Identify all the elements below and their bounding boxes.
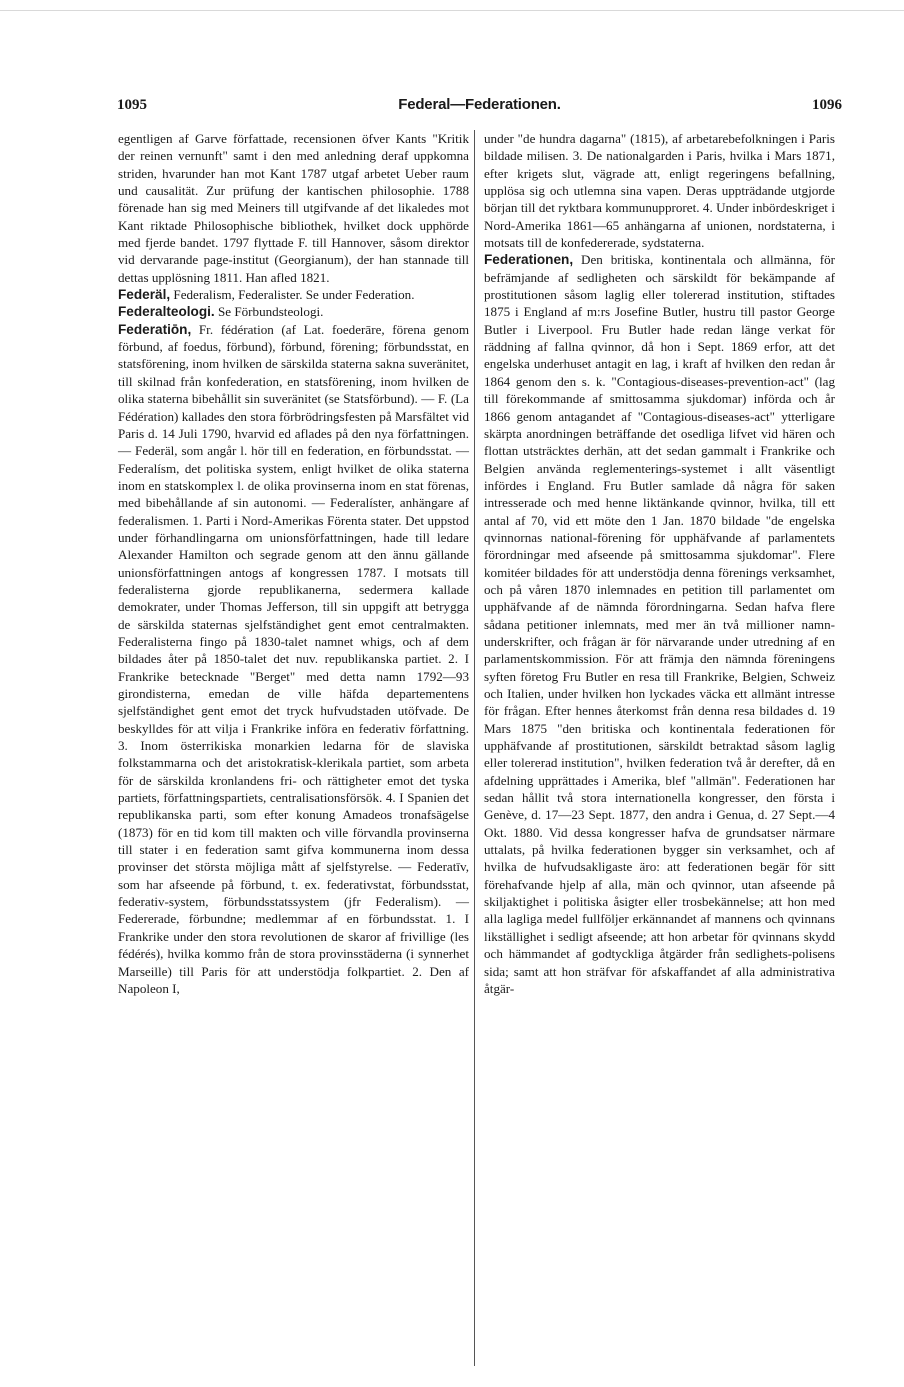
entry-text: Fr. fédération (af Lat. foederāre, förena genom förbund, af foedus, förbund), förbund, förening; förbundsstat, en statsförening, inom hvilken de särskilda staterna sakna suveränitet, till skilnad från konfederation, en statsförening, inom hvilken de olika staterna bibehållit sin suveränitet (se Statsförbund). — F. (La Fédération) kallades den stora förbrödringsfesten på Marsfältet vid Paris d. 14 Juli 1790, hvarvid ed aflades på den nya författningen. — Federäl, som angår l. hör till en federation, en förbundsstat. — Federalísm, det politiska system, enligt hvilket de olika staterna inom en statskomplex l. de olika provinserna inom en stat förenas, med bibehållande af sin autonomi. — Federalíster, anhängare af federalismen. 1. Parti i Nord-Amerikas Förenta stater. Det uppstod under förhandlingarna om unionsförfattningen, hade till ledare Alexander Hamilton och segrade genom att den ännu gällande unionsförfattningen antogs af kongressen 1787. I motsats till federalisterna gjorde republikanerna, sedermera kallade demokrater, under Thomas Jefferson, till sin uppgift att betrygga de särskilda staternas sjelfständighet gent emot centralmakten. Federalisterna fingo på 1830-talet namnet whigs, och af dem bildades åter på 1850-talet det nuv. republikanska partiet. 2. I Frankrike betecknade "Berget" med detta namn 1792—93 girondisterna, emedan de ville häfda departementens sjelfständighet gent emot det tryck hufvudstaden utöfvade. De beskylldes för att vilja i Frankrike införa en federativ författning. 3. Inom österrikiska monarkien ledarna för de slaviska folkstammarna och det aristokratisk-klerikala partiet, som arbeta för de särskilda kronlandens fri- och rättigheter emot det tyska partiets, författningspartiets, centralisationsförsök. 4. I Spanien det republikanska parti, som efter konung Amadeos tronafsägelse (1873) för en tid kom till makten och ville förvandla provinserna till stater i en federation samt gifva kommunerna inom dessa provinser det största möjliga mått af sjelfstyrelse. — Federatīv, som har afseende på förbund, t. ex. federativstat, förbundsstat, federativ-system, förbundsstatssystem (jfr Federalism). — Federerade, förbundne; medlemmar af en förbundsstat. 1. I Frankrike under den stora revolutionen de skaror af frivillige (les fédérés), hvilka kommo från de stora provinsstäderna (i synnerhet Marseille) till Paris för att understödja folkpartiet. 2. Den af Napoleon I, xyxy=(118,321,469,996)
entry-headword: Federatiōn, xyxy=(118,321,192,337)
entry-headword: Federationen, xyxy=(484,252,574,268)
dictionary-entry xyxy=(484,251,835,997)
dictionary-entry xyxy=(118,303,469,320)
entry-text: Den britiska, kontinentala och allmänna, för befrämjande af sedligheten och särskildt för bekämpande af prostitutionen såsom laglig eller tolererad institution, stiftades 1875 i England af m:rs Josefine Butler, hustru till pastor George Butler i Liverpool. Fru Butler hade redan länge verkat för räddning af fallna qvinnor, då hon i Sept. 1869 erfor, att det engelska underhuset antagit en lag, i kraft af hvilken den redan år 1864 genom den s. k. "Contagious-diseases-prevention-act" (lag till förekommande af smittosamma sjukdomar) införda och år 1866 genom antagandet af "Contagious-diseases-act" ytterligare skärpta anordningen beträffande det osedliga lifvet vid hären och flottan utsträcktes derhän, att det sedan gammalt i Frankrike och Belgien använda reglementerings-systemet i allt väsentligt infördes i England. Fru Butler samlade då några för saken intresserade och med henne liktänkande qvinnor, hvilka, till ett antal af 70, vid ett möte den 1 Jan. 1870 bildade "de engelska qvinnornas national-förening för upphäfvande af parlamentets förordningar med afseende på smittosamma sjukdomar". Flere komitéer bildades för att understödja denna förenings verksamhet, och på våren 1870 inlemnades en petition till parlamentet om upphäfvande af de nämnda förordningarna. Sedan hafva flere sådana petitioner inlemnats, med mer än två millioner namn-underskrifter, och frågan är för närvarande under utredning af en parlamentskommission. För att främja den nämnda föreningens syften företog Fru Butler en resa till Frankrike, Belgien, Schweiz och Italien, under hvilken hon lyckades väcka ett allmänt intresse för frågan. Efter hennes återkomst från denna resa bildades d. 19 Mars 1875 "den britiska och kontinentala federationen för upphäfvande af prostitutionen, särskildt betraktad såsom laglig eller tolererad institution", hvilken federation två år derefter, då en afdelning upprättades i Amerika, blef "allmän". Federationen har sedan hållit två stora internationella kongresser, den första i Genève, d. 17—23 Sept. 1877, den andra i Genua, d. 27 Sept.—4 Okt. 1880. Vid dessa kongresser hafva de grundsatser närmare uttalats, på hvilka federationen bygger sin verksamhet, och af hvilka de hufvudsakligaste äro: att federationen begär för sitt förehafvande hjelp af alla, män och qvinnor, utan afseende på skiljaktighet i politiska åsigter eller trosbekännelse; att hon med alla lagliga medel fullföljer erkännandet af mannens och qvinnans likställighet i sedligt afseende; att hon arbetar för qvinnans skydd och hämmandet af godtyckliga åtgärder från sedlighets-polisens sida; samt att hon sträfvar för afskaffandet af alla administrativa åtgär- xyxy=(484,252,835,996)
entry-text: Se Förbundsteologi. xyxy=(214,304,324,320)
left-column xyxy=(118,130,469,997)
column-divider xyxy=(474,130,475,1366)
page-number-right: 1096 xyxy=(812,97,842,113)
entry-headword: Federäl, xyxy=(118,287,171,303)
entry-headword: Federalteologi. xyxy=(118,304,215,320)
entry-text: Federalism, Federalister. Se under Federation. xyxy=(170,287,415,303)
right-column xyxy=(484,130,835,997)
dictionary-entry xyxy=(118,321,469,997)
dictionary-entry xyxy=(118,286,469,303)
paragraph: egentligen af Garve författade, recensionen öfver Kants "Kritik der reinen vernunft" samt i den med anledning deraf uppkomna striden, hvarunder han mot Kant 1787 utgaf arbetet Ueber raum und causalität. Zur prüfung der kantischen philosophie. 1788 förenade han sig med Meiners till utgifvande af det likaledes mot Kant riktade Philosophische bibliothek, hvilket dock upphörde med fjerde bandet. 1797 flyttade F. till Hannover, såsom direktor vid dervarande page-institut (Georgianum), der han stannade till dettas upplösning 1811. Han afled 1821. xyxy=(118,131,469,285)
page-header xyxy=(117,93,842,117)
paragraph: under "de hundra dagarna" (1815), af arbetarebefolkningen i Paris bildade milisen. 3. De nationalgarden i Paris, hvilka i Mars 1871, efter krigets slut, vägrade att, enligt regeringens befallning, upplösa sig och utlemna sina vapen. Deras uppträdande utgjorde början till det ryktbara kommunupproret. 4. Under inbördeskriget i Nord-Amerika 1861—65 anhängarna af unionen, nordstaterna, i motsats till de konfedererade, sydstaterna. xyxy=(484,131,835,251)
running-title: Federal—Federationen. xyxy=(398,96,561,113)
scan-edge-line xyxy=(0,10,904,11)
page-number-left: 1095 xyxy=(117,97,147,113)
